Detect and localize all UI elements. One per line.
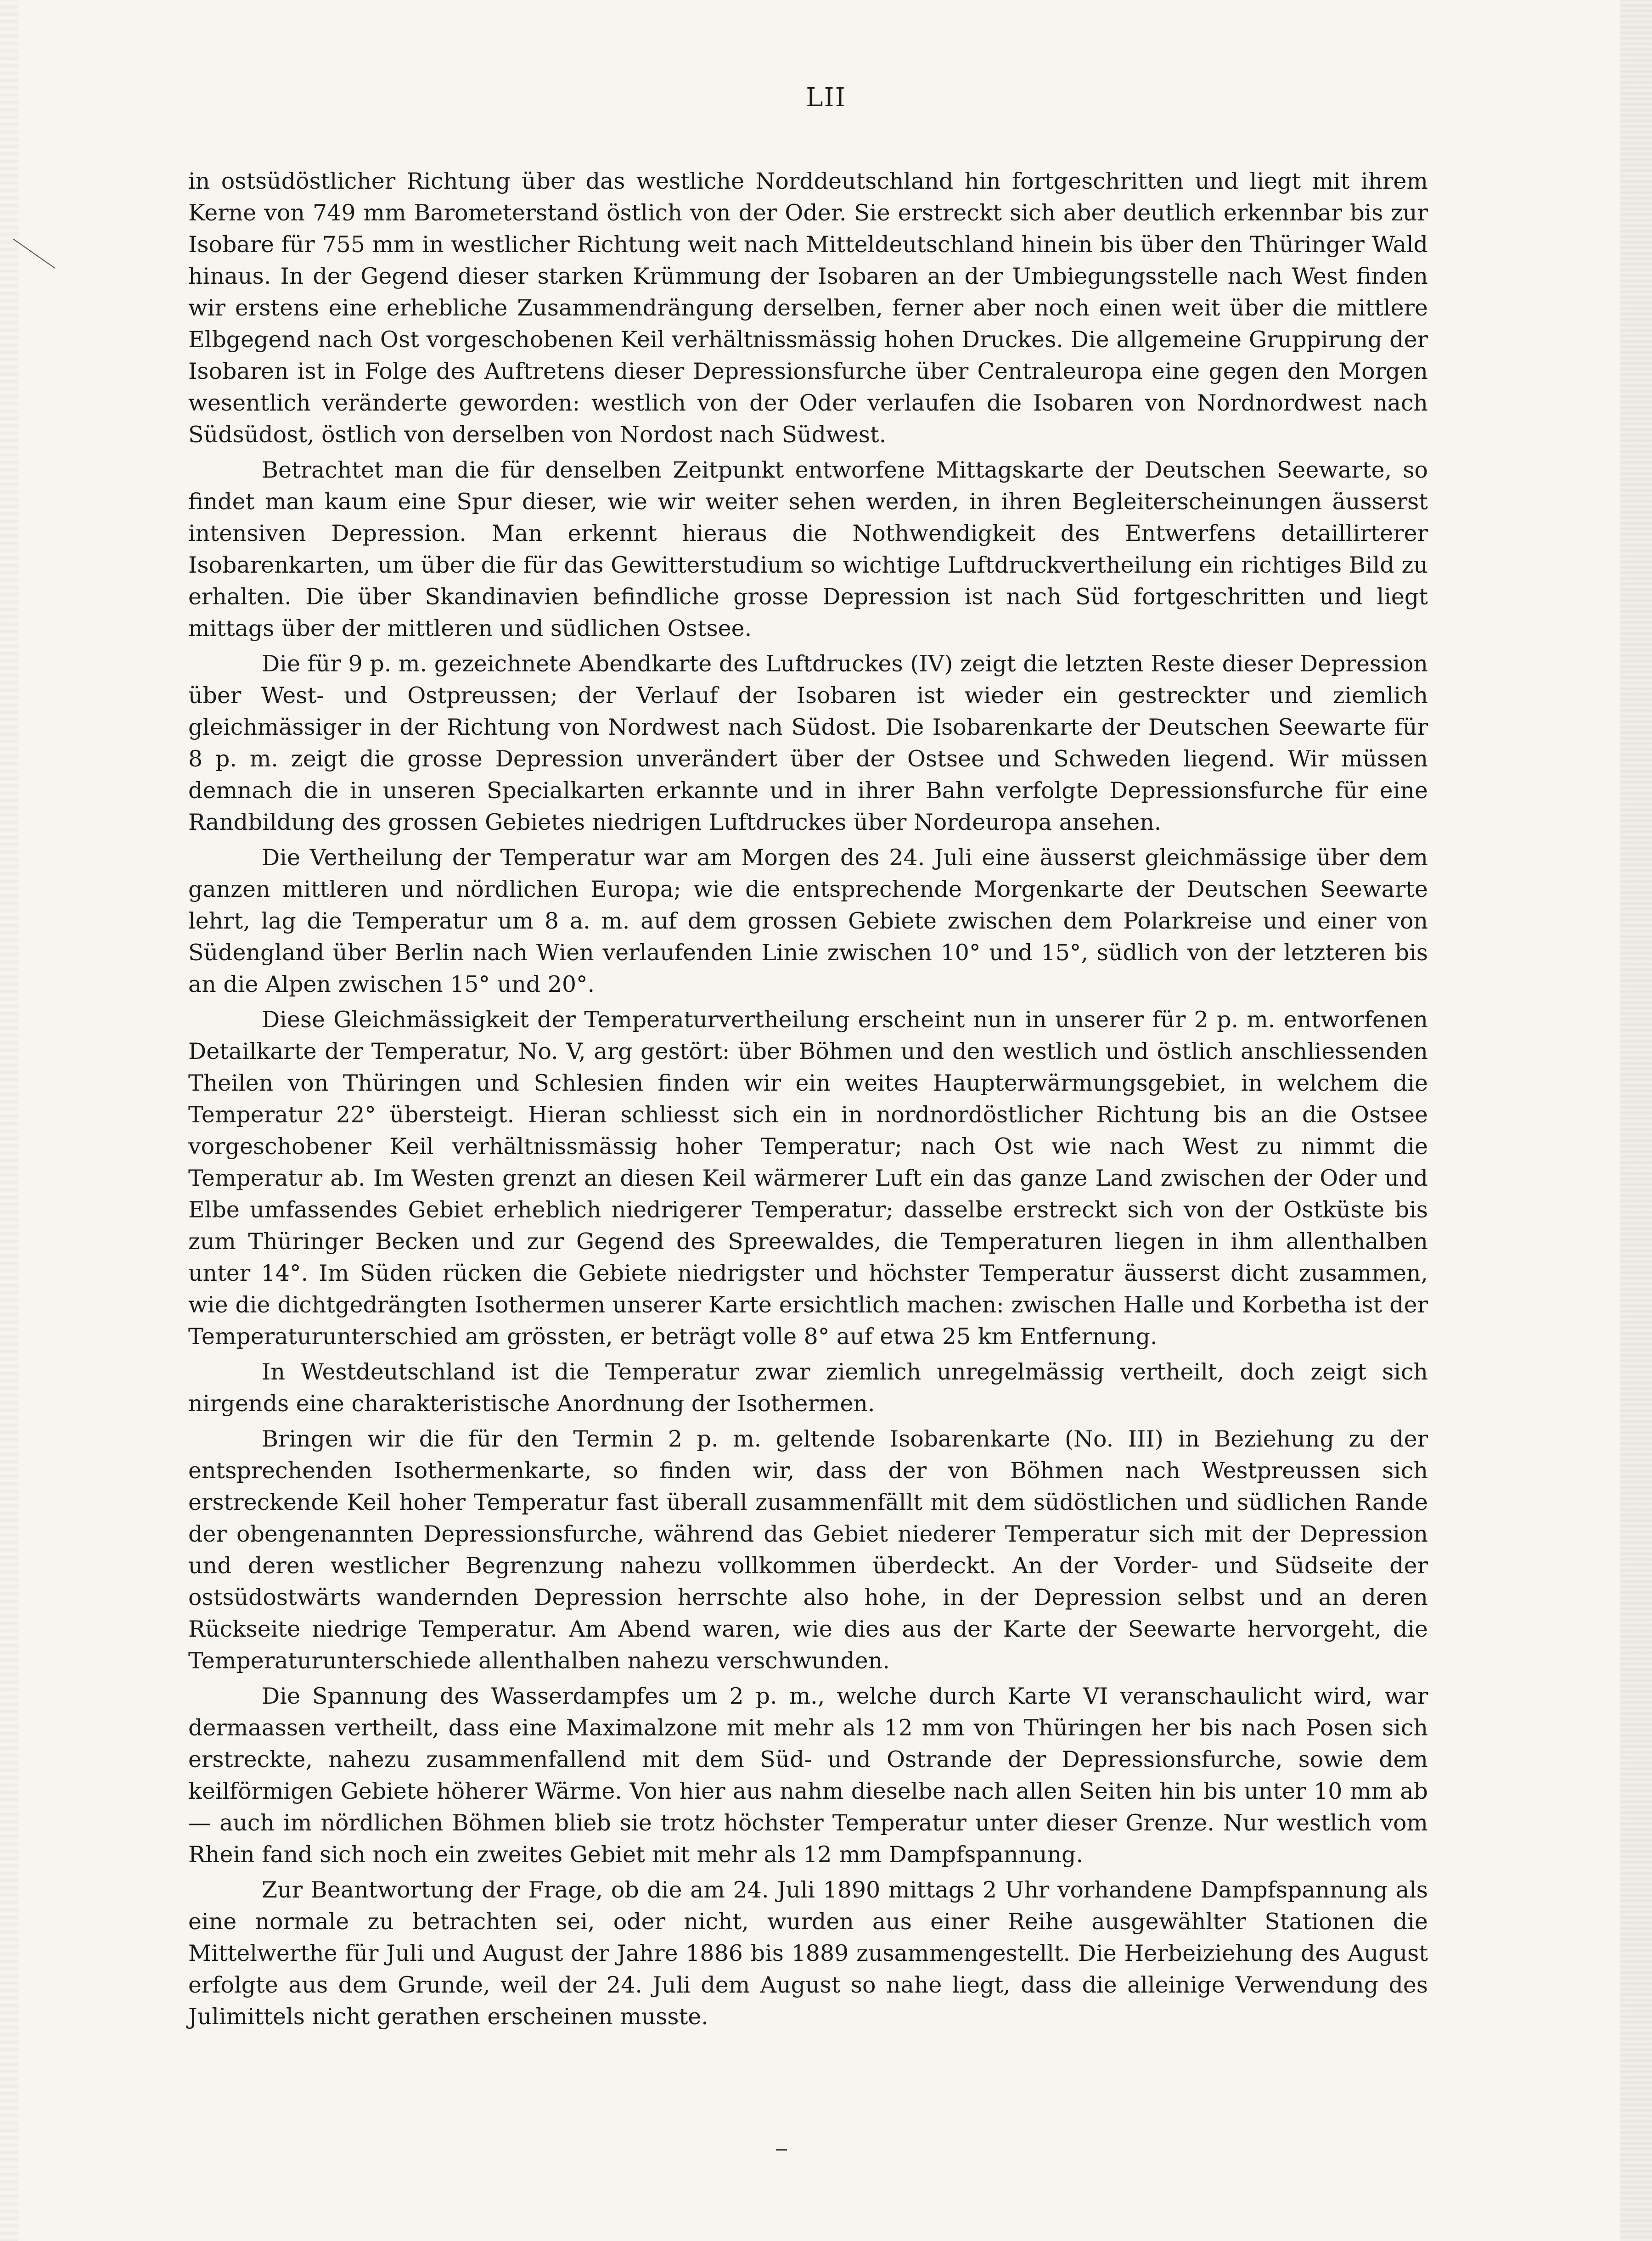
paragraph-4: Die Vertheilung der Temperatur war am Morgen des 24. Juli eine äusserst gleichmässige über dem ganzen mittleren und nördlichen Europa; wie die entsprechende Morgenkarte der Deutschen Seewarte lehrt, lag die Temperatur um 8 a. m. auf dem grossen Gebiete zwischen dem Polarkreise und einer von Südengland über Berlin nach Wien verlaufenden Linie zwischen 10° und 15°, südlich von der letzteren bis an die Alpen zwischen 15° und 20°. xyxy=(188,845,1428,997)
paragraph-3: Die für 9 p. m. gezeichnete Abendkarte des Luftdruckes (IV) zeigt die letzten Reste dieser Depression über West- und Ostpreussen; der Verlauf der Isobaren ist wieder ein gestreckter und ziemlich gleichmässiger in der Richtung von Nordwest nach Südost. Die Isobarenkarte der Deutschen Seewarte für 8 p. m. zeigt die grosse Depression unverändert über der Ostsee und Schweden liegend. Wir müssen demnach die in unseren Specialkarten erkannte und in ihrer Bahn verfolgte Depressionsfurche für eine Randbildung des grossen Gebietes niedrigen Luftdruckes über Nordeuropa ansehen. xyxy=(188,651,1428,835)
paragraph-5: Diese Gleichmässigkeit der Temperaturvertheilung erscheint nun in unserer für 2 p. m. entworfenen Detailkarte der Temperatur, No. V, arg gestört: über Böhmen und den westlich und östlich anschliessenden Theilen von Thüringen und Schlesien finden wir ein weites Haupterwärmungsgebiet, in welchem die Temperatur 22° übersteigt. Hieran schliesst sich ein in nordnordöstlicher Richtung bis an die Ostsee vorgeschobener Keil verhältnissmässig hoher Temperatur; nach Ost wie nach West zu nimmt die Temperatur ab. Im Westen grenzt an diesen Keil wärmerer Luft ein das ganze Land zwischen der Oder und Elbe umfassendes Gebiet erheblich niedrigerer Temperatur; dasselbe erstreckt sich von der Ostküste bis zum Thüringer Becken und zur Gegend des Spreewaldes, die Temperaturen liegen in ihm allenthalben unter 14°. Im Süden rücken die Gebiete niedrigster und höchster Temperatur äusserst dicht zusammen, wie die dichtgedrängten Isothermen unserer Karte ersichtlich machen: zwischen Halle und Korbetha ist der Temperaturunterschied am grössten, er beträgt volle 8° auf etwa 25 km Entfernung. xyxy=(188,1007,1428,1350)
scan-edge-right xyxy=(1620,0,1652,2241)
margin-mark xyxy=(13,239,55,269)
paragraph-6: In Westdeutschland ist die Temperatur zwar ziemlich unregelmässig vertheilt, doch zeigt sich nirgends eine charakteristische Anordnung der Isothermen. xyxy=(188,1359,1428,1417)
page-number: LII xyxy=(806,83,846,113)
paragraph-7: Bringen wir die für den Termin 2 p. m. geltende Isobarenkarte (No. III) in Beziehung zu der entsprechenden Isothermenkarte, so finden wir, dass der von Böhmen nach Westpreussen sich erstreckende Keil hoher Temperatur fast überall zusammenfällt mit dem südöstlichen und südlichen Rande der obengenannten Depressionsfurche, während das Gebiet niederer Temperatur sich mit der Depression und deren westlicher Begrenzung nahezu vollkommen überdeckt. An der Vorder- und Südseite der ostsüdostwärts wandernden Depression herrschte also hohe, in der Depression selbst und an deren Rückseite niedrige Temperatur. Am Abend waren, wie dies aus der Karte der Seewarte hervorgeht, die Temperaturunterschiede allenthalben nahezu verschwunden. xyxy=(188,1426,1428,1674)
paragraph-1: in ostsüdöstlicher Richtung über das westliche Norddeutschland hin fortgeschritten und liegt mit ihrem Kerne von 749 mm Barometerstand östlich von der Oder. Sie erstreckt sich aber deutlich erkennbar bis zur Isobare für 755 mm in westlicher Richtung weit nach Mitteldeutschland hinein bis über den Thüringer Wald hinaus. In der Gegend dieser starken Krümmung der Isobaren an der Umbiegungsstelle nach West finden wir erstens eine erhebliche Zusammendrängung derselben, ferner aber noch einen weit über die mittlere Elbgegend nach Ost vorgeschobenen Keil verhältnissmässig hohen Druckes. Die allgemeine Gruppirung der Isobaren ist in Folge des Auftretens dieser Depressionsfurche über Centraleuropa eine gegen den Morgen wesentlich veränderte geworden: westlich von der Oder verlaufen die Isobaren von Nordnordwest nach Südsüdost, östlich von derselben von Nordost nach Südwest. xyxy=(188,168,1428,448)
paragraph-9: Zur Beantwortung der Frage, ob die am 24. Juli 1890 mittags 2 Uhr vorhandene Dampfspannung als eine normale zu betrachten sei, oder nicht, wurden aus einer Reihe ausgewählter Stationen die Mittelwerthe für Juli und August der Jahre 1886 bis 1889 zusammengestellt. Die Herbeiziehung des August erfolgte aus dem Grunde, weil der 24. Juli dem August so nahe liegt, dass die alleinige Verwendung des Julimittels nicht gerathen erscheinen musste. xyxy=(188,1877,1428,2030)
paragraph-2: Betrachtet man die für denselben Zeitpunkt entworfene Mittagskarte der Deutschen Seewarte, so findet man kaum eine Spur dieser, wie wir weiter sehen werden, in ihren Begleiterscheinungen äusserst intensiven Depression. Man erkennt hieraus die Nothwendigkeit des Entwerfens detaillirterer Isobarenkarten, um über die für das Gewitterstudium so wichtige Luftdruckvertheilung ein richtiges Bild zu erhalten. Die über Skandinavien befindliche grosse Depression ist nach Süd fortgeschritten und liegt mittags über der mittleren und südlichen Ostsee. xyxy=(188,457,1428,642)
paragraph-8: Die Spannung des Wasserdampfes um 2 p. m., welche durch Karte VI veranschaulicht wird, war dermaassen vertheilt, dass eine Maximalzone mit mehr als 12 mm von Thüringen her bis nach Posen sich erstreckte, nahezu zusammenfallend mit dem Süd- und Ostrande der Depressionsfurche, sowie dem keilförmigen Gebiete höherer Wärme. Von hier aus nahm dieselbe nach allen Seiten hin bis unter 10 mm ab — auch im nördlichen Böhmen blieb sie trotz höchster Temperatur unter dieser Grenze. Nur westlich vom Rhein fand sich noch ein zweites Gebiet mit mehr als 12 mm Dampfspannung. xyxy=(188,1683,1428,1868)
scan-edge-left xyxy=(0,0,18,2241)
footer-mark xyxy=(776,2149,787,2151)
body-text xyxy=(188,165,1428,2036)
